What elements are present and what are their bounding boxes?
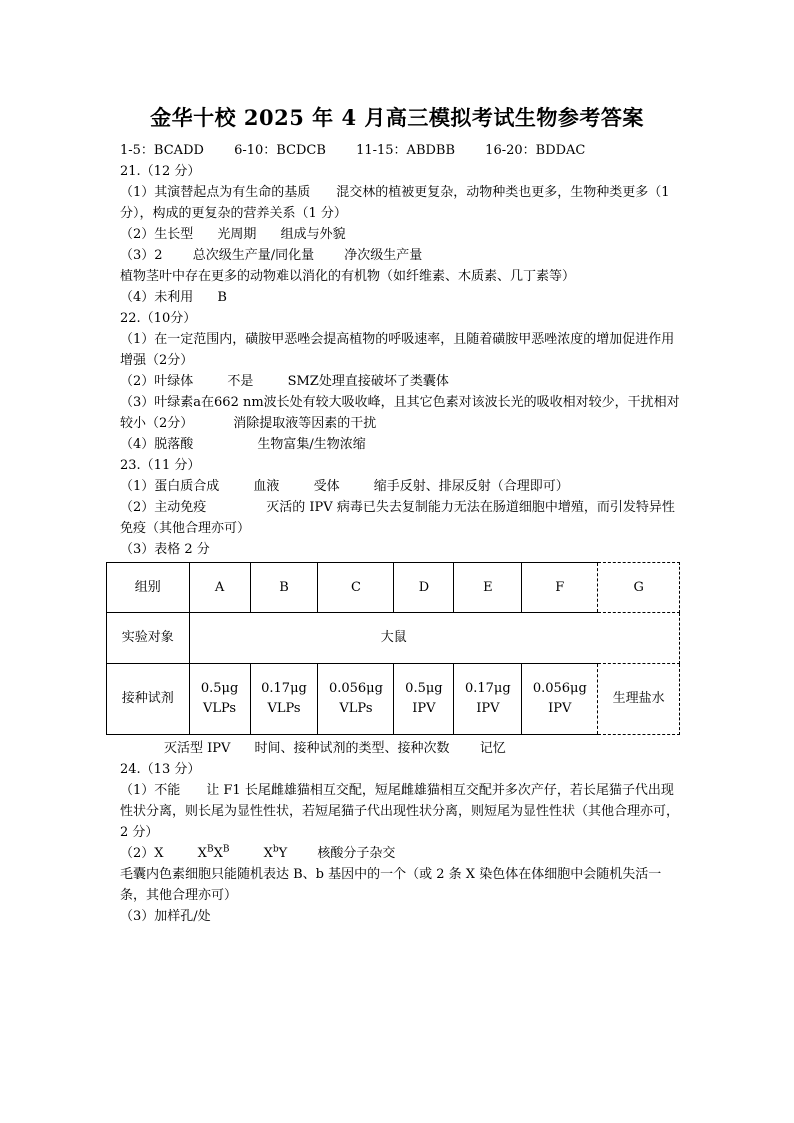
- genotype-xbxb: $X^BX^B$: [197, 844, 230, 861]
- table-row: [107, 613, 680, 664]
- mc-6-10: 6-10：BCDCB: [234, 143, 326, 158]
- q23-part1: （1）蛋白质合成 血液 受体 缩手反射、排尿反射（合理即可）: [120, 479, 569, 494]
- table-cell-dashed: [598, 613, 680, 664]
- reagent-cell: 0.056μg VLPs: [318, 664, 394, 735]
- q22-part2: （2）叶绿体 不是 SMZ处理直接破坏了类囊体: [120, 374, 449, 389]
- q23-after-table: 灭活型 IPV 时间、接种试剂的类型、接种次数 记忆: [164, 741, 506, 756]
- q21-part2: （2）生长型 光周期 组成与外貌: [120, 227, 346, 242]
- q23-part3: （3）表格 2 分: [120, 542, 210, 557]
- experiment-table: [106, 562, 680, 735]
- table-cell: B: [250, 563, 318, 613]
- row-label-group: 组别: [107, 563, 190, 613]
- table-cell: F: [522, 563, 598, 613]
- q21-part3: （3）2 总次级生产量/同化量 净次级生产量: [120, 248, 423, 263]
- q22-part4: （4）脱落酸 生物富集/生物浓缩: [120, 437, 366, 452]
- multiple-choice-answers: [120, 140, 680, 161]
- answer-content: [120, 140, 680, 927]
- q24-part2: （2）X $X^BX^B$ $X^bY$ 核酸分子杂交: [120, 844, 396, 861]
- q21-header: 21.（12 分）: [120, 164, 201, 179]
- q24-part3: （3）加样孔/处: [120, 909, 211, 924]
- q24-header: 24.（13 分）: [120, 762, 201, 777]
- table-cell: D: [394, 563, 454, 613]
- reagent-cell: 0.17μg VLPs: [250, 664, 318, 735]
- reagent-cell: 0.5μg IPV: [394, 664, 454, 735]
- reagent-cell-dashed: 生理盐水: [598, 664, 680, 735]
- table-cell-dashed: G: [598, 563, 680, 613]
- q23-part2: （2）主动免疫 灭活的 IPV 病毒已失去复制能力无法在肠道细胞中增殖，而引发特异性免疫（其他合理亦可）: [120, 500, 675, 536]
- mc-11-15: 11-15：ABDBB: [356, 143, 456, 158]
- q21-part1: （1）其演替起点为有生命的基质 混交林的植被更复杂，动物种类也更多，生物种类更多（1 分），构成的更复杂的营养关系（1 分）: [120, 185, 670, 221]
- table-cell: E: [454, 563, 522, 613]
- page-title: 金华十校 2025 年 4 月高三模拟考试生物参考答案: [150, 105, 644, 130]
- q22-part3: （3）叶绿素a在662 nm波长处有较大吸收峰，且其它色素对该波长光的吸收相对较少，干扰相对较小（2分） 消除提取液等因素的干扰: [120, 395, 680, 431]
- reagent-cell: 0.5μg VLPs: [189, 664, 250, 735]
- q24-part2-note: 毛囊内色素细胞只能随机表达 B、b 基因中的一个（或 2 条 X 染色体在体细胞中会随机失活一条，其他合理亦可）: [120, 867, 662, 903]
- mc-16-20: 16-20：BDDAC: [485, 143, 586, 158]
- mc-1-5: 1-5：BCADD: [120, 143, 204, 158]
- table-cell: A: [189, 563, 250, 613]
- q23-header: 23.（11 分）: [120, 458, 201, 473]
- q21-part4: （4）未利用 B: [120, 290, 227, 305]
- table-row: [107, 664, 680, 735]
- genotype-xby: $X^bY$: [263, 844, 288, 861]
- q24-part1: （1）不能 让 F1 长尾雌雄猫相互交配，短尾雌雄猫相互交配并多次产仔，若长尾猫子代出现性状分离，则长尾为显性性状，若短尾猫子代出现性状分离，则短尾为显性性状（其他合理亦可，2 分）: [120, 783, 680, 840]
- q21-part3-note: 植物茎叶中存在更多的动物难以消化的有机物（如纤维素、木质素、几丁素等）: [120, 269, 576, 284]
- q22-part1: （1）在一定范围内，磺胺甲恶唑会提高植物的呼吸速率，且随着磺胺甲恶唑浓度的增加促进作用增强（2分）: [120, 332, 675, 368]
- q22-header: 22.（10分）: [120, 311, 197, 326]
- table-cell: C: [318, 563, 394, 613]
- row-label-reagent: 接种试剂: [107, 664, 190, 735]
- row-label-subject: 实验对象: [107, 613, 190, 664]
- subject-cell: 大鼠: [189, 613, 598, 664]
- table-row: [107, 563, 680, 613]
- reagent-cell: 0.056μg IPV: [522, 664, 598, 735]
- reagent-cell: 0.17μg IPV: [454, 664, 522, 735]
